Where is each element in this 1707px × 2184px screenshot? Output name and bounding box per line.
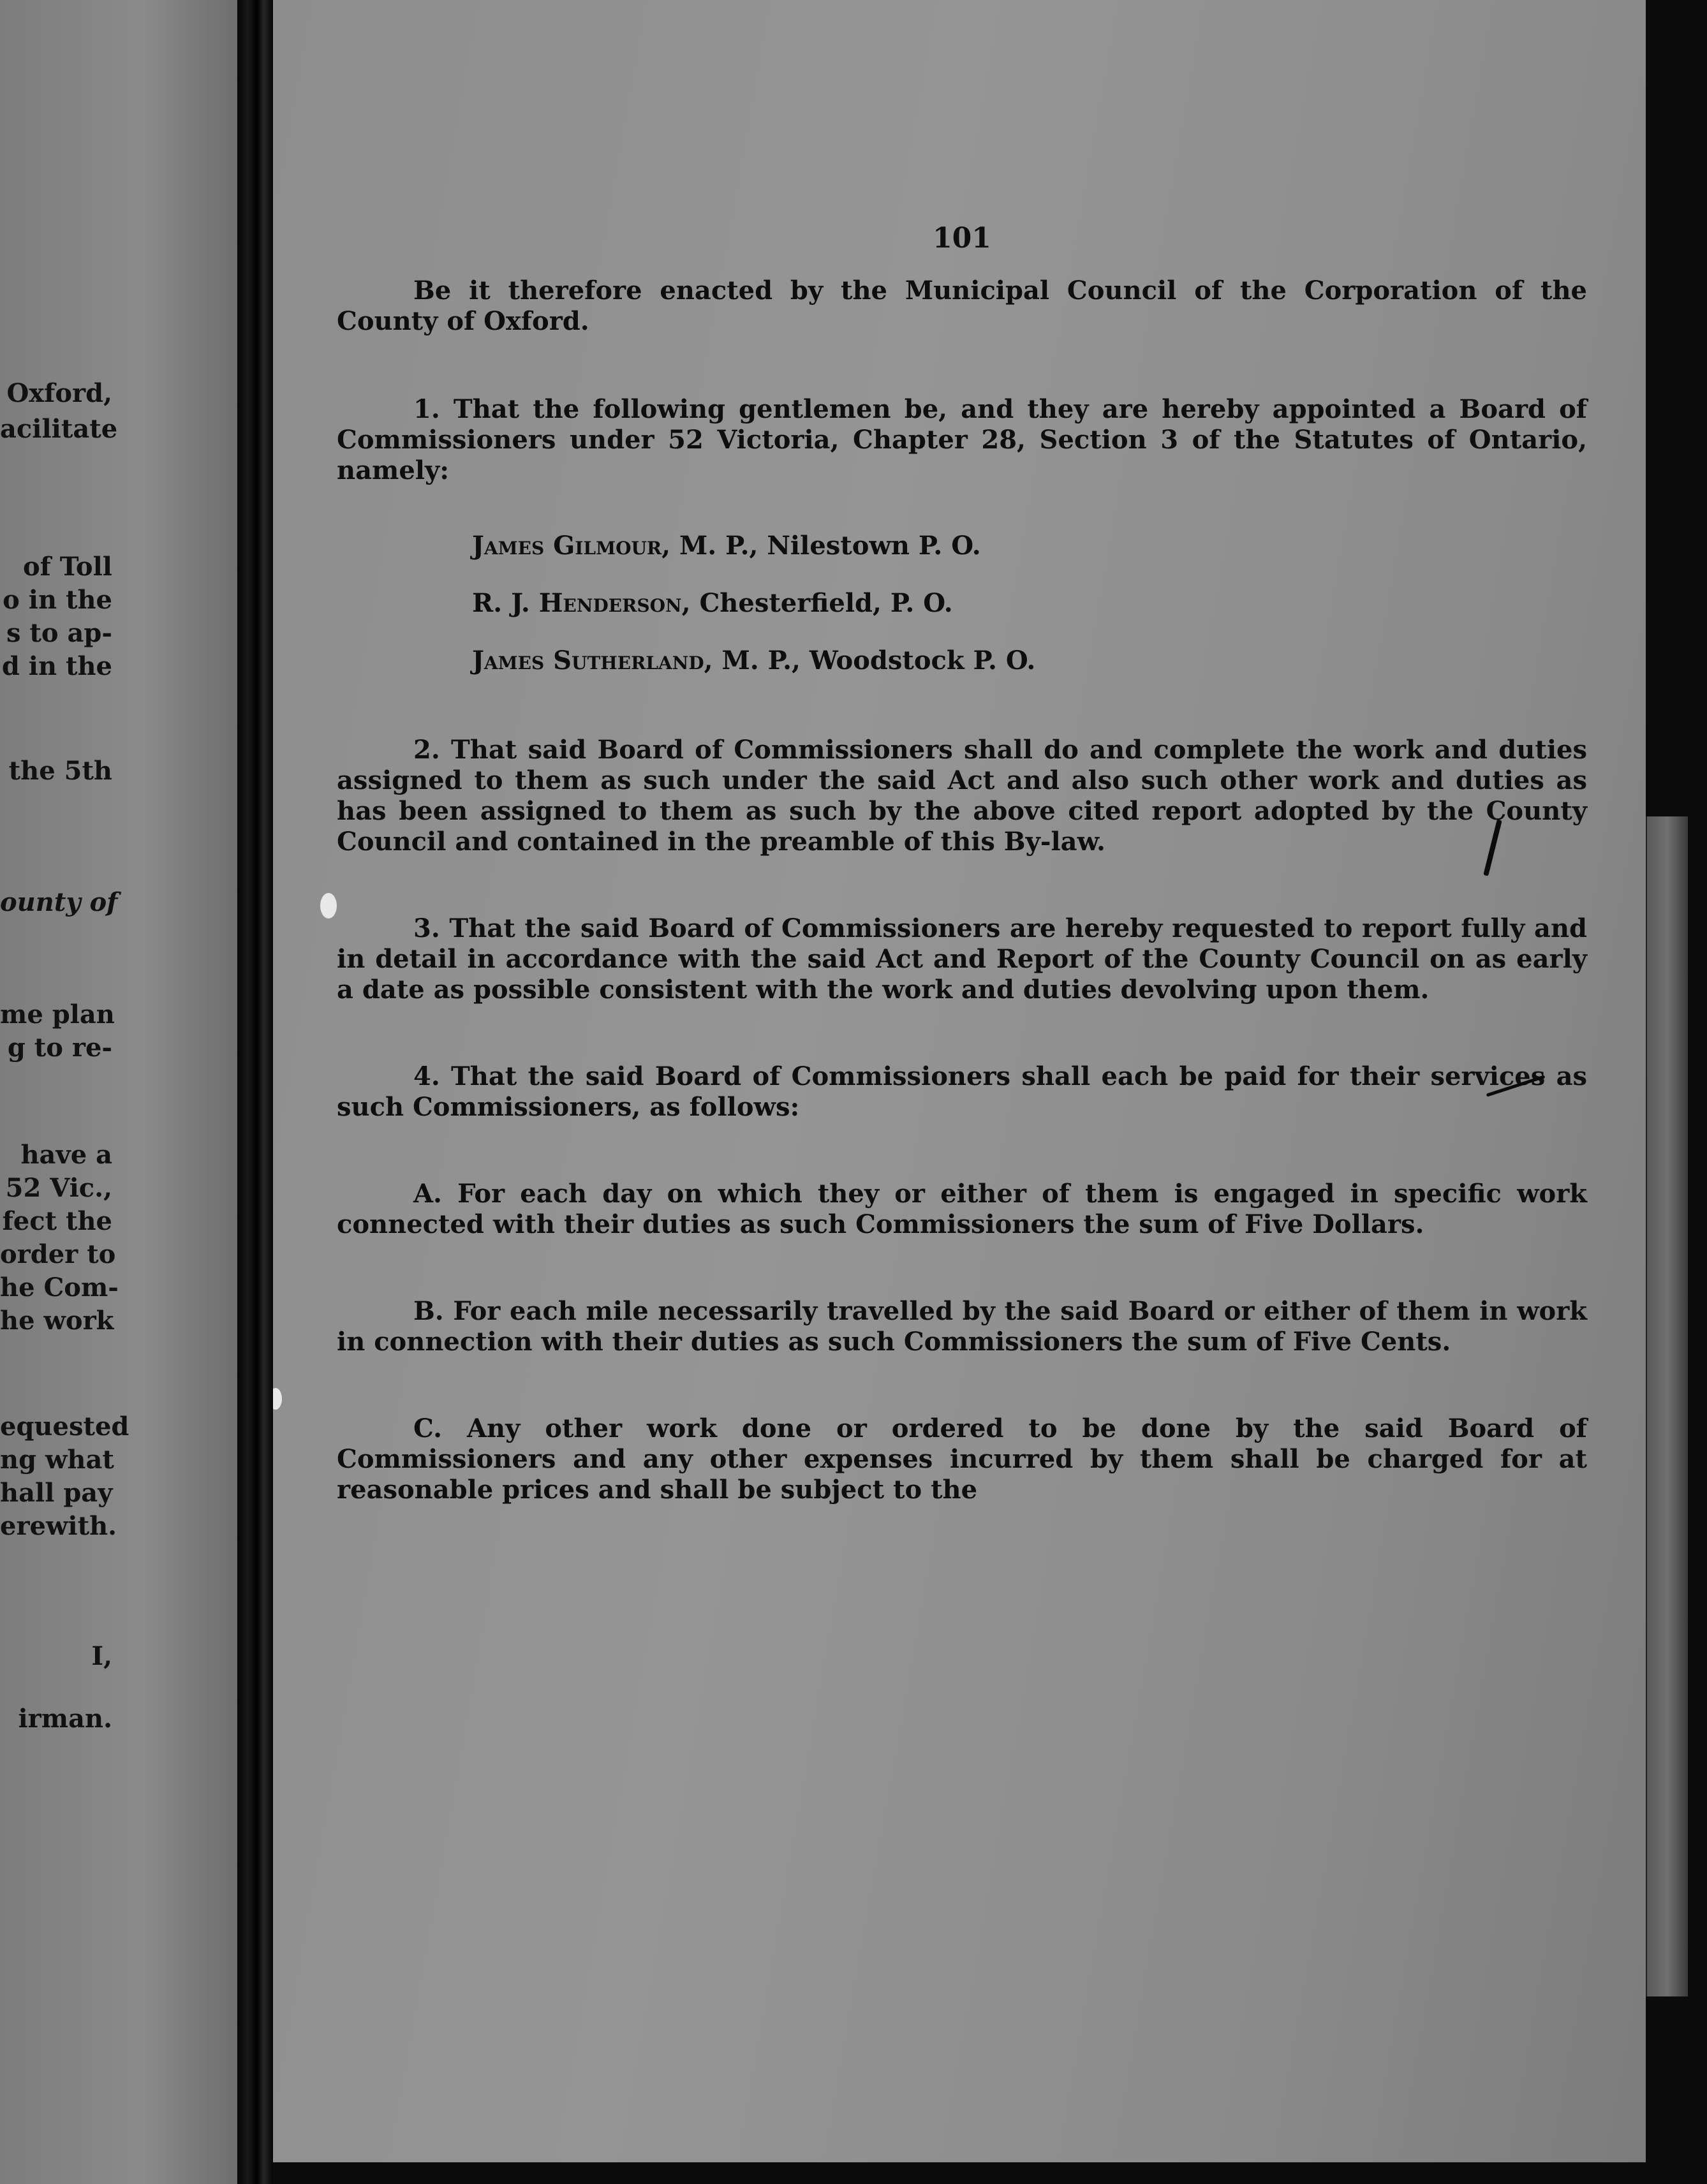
previous-page-text-fragment: the 5th — [8, 756, 112, 786]
clause-4: 4. That the said Board of Commissioners shall each be paid for their services as such Commissioners, as follows: — [337, 1061, 1587, 1122]
commissioner-3 — [472, 646, 1587, 676]
previous-page-text-fragment: d in the — [1, 651, 112, 681]
previous-page-text-fragment: erewith. — [0, 1511, 117, 1541]
previous-page-text-fragment: hall pay — [0, 1478, 113, 1508]
previous-page-text-fragment: acilitate — [0, 414, 118, 444]
clause-2: 2. That said Board of Commissioners shall do and complete the work and duties assigned to them as such under the said Act and also such other work and duties as has been assigned to them as such by the above cited report adopted by the County Council and contained in the preamble of this By-law. — [337, 735, 1587, 857]
commissioner-2 — [472, 588, 1587, 619]
previous-page-text-fragment: s to ap- — [6, 618, 112, 648]
commissioner-name: James Gilmour — [472, 531, 662, 561]
previous-page-text-fragment: 52 Vic., — [5, 1173, 112, 1203]
previous-page-text-fragment: fect the — [2, 1206, 112, 1236]
previous-page-text-fragment: o in the — [3, 585, 112, 615]
paper-blemish — [273, 1388, 282, 1410]
commissioner-1 — [472, 531, 1587, 561]
page — [273, 0, 1646, 2162]
paper-blemish — [320, 893, 337, 919]
previous-page-text-fragment: irman. — [18, 1704, 112, 1734]
previous-page-text-fragment: equested — [0, 1412, 129, 1442]
previous-page-text-fragment: ng what — [0, 1445, 114, 1475]
clause-1: 1. That the following gentlemen be, and they are hereby appointed a Board of Commissioners under 52 Victoria, Chapter 28, Section 3 of the Statutes of Ontario, namely: — [337, 394, 1587, 485]
previous-page-text-fragment: he Com- — [0, 1273, 119, 1302]
commissioner-details: , Chesterfield, P. O. — [681, 588, 953, 618]
previous-page-text-fragment: I, — [91, 1641, 112, 1671]
clause-c: C. Any other work done or ordered to be done by the said Board of Commissioners and any other expenses incurred by them shall be charged for at reasonable prices and shall be subject to the — [337, 1413, 1587, 1505]
previous-page-fragment — [0, 0, 237, 2184]
commissioner-name: James Sutherland — [472, 646, 704, 675]
commissioner-list — [337, 531, 1587, 676]
commissioner-name: R. J. Henderson — [472, 588, 682, 618]
clause-3: 3. That the said Board of Commissioners are hereby requested to report fully and in detail in accordance with the said Act and Report of the County Council on as early a date as possible consistent with the work and duties devolving upon them. — [337, 913, 1587, 1005]
book-gutter — [237, 0, 273, 2184]
previous-page-text-fragment: Oxford, — [6, 378, 112, 408]
clause-b: B. For each mile necessarily travelled by the said Board or either of them in work in connection with their duties as such Commissioners the sum of Five Cents. — [337, 1296, 1587, 1357]
clause-a: A. For each day on which they or either of them is engaged in specific work connected with their duties as such Commissioners the sum of Five Dollars. — [337, 1179, 1587, 1239]
commissioner-details: , M. P., Woodstock P. O. — [704, 646, 1036, 675]
previous-page-text-fragment: g to re- — [7, 1033, 112, 1063]
previous-page-text-fragment: of Toll — [22, 552, 112, 582]
enactment-paragraph: Be it therefore enacted by the Municipal Council of the Corporation of the County of Oxford. — [337, 276, 1587, 336]
page-edge — [1646, 816, 1688, 1996]
previous-page-text-fragment: he work — [0, 1306, 114, 1336]
commissioner-details: , M. P., Nilestown P. O. — [661, 531, 981, 561]
previous-page-text-fragment: order to — [0, 1239, 116, 1269]
previous-page-text-fragment: me plan — [0, 1000, 115, 1029]
page-number: 101 — [933, 222, 991, 255]
previous-page-text-fragment: ounty of — [0, 887, 118, 917]
previous-page-text-fragment: have a — [20, 1140, 112, 1170]
page-body — [337, 223, 1587, 1561]
